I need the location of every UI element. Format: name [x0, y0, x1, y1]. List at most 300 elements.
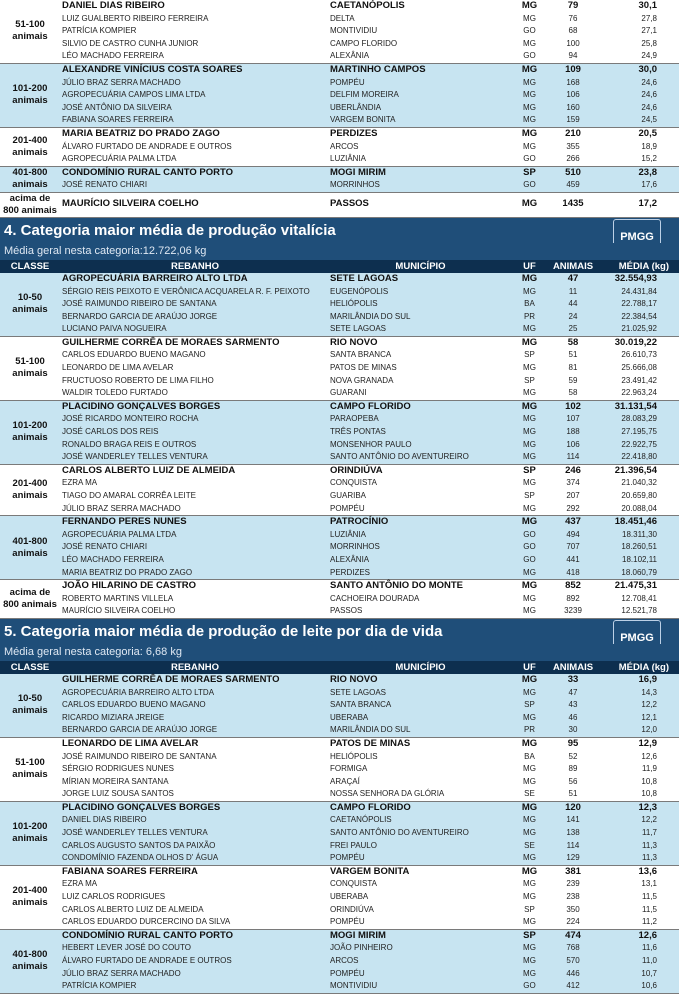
uf-cell: MG: [523, 943, 536, 953]
section-4-title: [0, 219, 679, 243]
media-cell: 30,1: [638, 0, 657, 11]
section-5-title: [0, 620, 679, 644]
media-cell: 30.019,22: [614, 336, 657, 348]
section-4-table: [0, 273, 679, 619]
municipio-cell: GUARANI: [330, 388, 367, 398]
animais-cell: 446: [566, 968, 580, 978]
uf-cell: SP: [523, 464, 536, 476]
class-label: 101-200 animais: [12, 821, 48, 845]
municipio-cell: VARGEM BONITA: [330, 865, 410, 877]
uf-cell: MG: [523, 324, 536, 334]
uf-cell: MG: [521, 63, 538, 75]
rebanho-cell: FRUCTUOSO ROBERTO DE LIMA FILHO: [62, 375, 214, 385]
municipio-cell: HELIÓPOLIS: [330, 299, 378, 309]
media-cell: 12,0: [641, 725, 657, 735]
media-cell: 18.060,79: [621, 567, 657, 577]
rebanho-cell: CONDOMÍNIO FAZENDA OLHOS D' ÁGUA: [62, 853, 219, 863]
animais-cell: 52: [568, 751, 578, 761]
uf-cell: SP: [524, 700, 535, 710]
table-row: [60, 567, 679, 580]
animais-cell: 437: [565, 516, 581, 528]
rebanho-cell: BERNARDO GARCIA DE ARAÚJO JORGE: [62, 725, 218, 735]
table-row: [60, 852, 679, 865]
rebanho-cell: AGROPECUÁRIA PALMA LTDA: [62, 154, 177, 164]
table-row: [60, 541, 679, 554]
table-row: [60, 0, 679, 13]
animais-cell: 68: [568, 26, 578, 36]
media-cell: 18.311,30: [622, 529, 657, 539]
uf-cell: SP: [524, 375, 535, 385]
animais-cell: 46: [568, 712, 578, 722]
municipio-cell: PATOS DE MINAS: [330, 363, 397, 373]
uf-cell: MG: [523, 687, 536, 697]
municipio-cell: CONQUISTA: [330, 478, 377, 488]
municipio-cell: GUARIBA: [330, 491, 367, 500]
section-4-header: [0, 260, 679, 273]
table-row: [60, 451, 679, 464]
uf-cell: MG: [523, 593, 536, 603]
uf-cell: MG: [521, 0, 538, 11]
media-cell: 12.521,78: [621, 606, 657, 616]
uf-cell: MG: [523, 388, 536, 398]
media-cell: 16,9: [638, 673, 657, 685]
media-cell: 11,3: [642, 840, 657, 850]
animais-cell: 58: [567, 336, 579, 348]
media-cell: 22.963,24: [621, 388, 657, 398]
uf-cell: MG: [523, 606, 536, 616]
table-row: [60, 866, 679, 879]
municipio-cell: ARCOS: [330, 141, 359, 151]
rebanho-cell: HEBERT LEVER JOSÉ DO COUTO: [62, 943, 191, 953]
class-label: 51-100 animais: [12, 19, 48, 43]
uf-cell: SE: [524, 789, 535, 799]
uf-cell: MG: [523, 38, 536, 48]
table-row: [60, 904, 679, 917]
animais-cell: 43: [568, 700, 578, 710]
animais-cell: 3239: [564, 606, 582, 616]
animais-cell: 120: [565, 801, 581, 813]
animais-cell: 210: [565, 127, 581, 139]
media-cell: 32.554,93: [614, 272, 657, 284]
municipio-cell: UBERABA: [330, 892, 369, 902]
table-row: [60, 298, 679, 311]
rebanho-cell: CARLOS AUGUSTO SANTOS DA PAIXÃO: [62, 840, 216, 850]
municipio-cell: POMPÉU: [330, 77, 365, 87]
rebanho-cell: JOSÉ RENATO CHIARI: [62, 542, 148, 552]
table-row: [60, 891, 679, 904]
class-rows: [60, 193, 679, 217]
table-row: [60, 955, 679, 968]
uf-cell: MG: [521, 580, 538, 592]
rebanho-cell: RICARDO MIZIARA JREIGE: [62, 712, 165, 722]
rebanho-cell: GUILHERME CORRÊA DE MORAES SARMENTO: [62, 673, 280, 685]
table-row: [60, 102, 679, 115]
municipio-cell: EUGENÓPOLIS: [330, 286, 389, 296]
table-row: [60, 25, 679, 38]
animais-cell: 106: [566, 90, 580, 100]
table-row: [60, 930, 679, 943]
class-rows: [60, 802, 679, 865]
animais-cell: 141: [566, 815, 580, 825]
media-cell: 26.610,73: [621, 350, 657, 360]
municipio-cell: PASSOS: [330, 197, 369, 209]
municipio-cell: POMPÉU: [330, 503, 365, 513]
media-cell: 25,8: [641, 38, 657, 48]
rebanho-cell: LÉO MACHADO FERREIRA: [62, 554, 164, 564]
table-row: [60, 968, 679, 981]
media-cell: 24,6: [641, 90, 657, 100]
media-cell: 18.102,11: [622, 554, 657, 564]
animais-cell: 33: [567, 673, 579, 685]
class-group: [0, 193, 679, 218]
class-group: [0, 128, 679, 167]
table-row: [60, 38, 679, 51]
animais-cell: 1435: [562, 197, 584, 209]
animais-cell: 24: [568, 311, 578, 321]
animais-cell: 570: [566, 956, 580, 965]
media-cell: 12,2: [641, 700, 657, 710]
animais-cell: 168: [566, 77, 580, 87]
uf-cell: SP: [524, 491, 535, 500]
uf-cell: MG: [521, 737, 538, 749]
uf-cell: MG: [521, 127, 538, 139]
animais-cell: 459: [566, 180, 580, 190]
animais-cell: 107: [566, 414, 580, 424]
animais-cell: 138: [566, 828, 580, 838]
animais-cell: 114: [566, 452, 580, 462]
animais-cell: 106: [566, 439, 580, 449]
class-label: 101-200 animais: [12, 83, 48, 107]
class-group: [0, 580, 679, 619]
class-group: [0, 738, 679, 802]
animais-cell: 11: [568, 286, 578, 296]
media-cell: 24,5: [641, 115, 657, 125]
animais-cell: 47: [567, 272, 579, 284]
uf-cell: MG: [523, 764, 536, 774]
municipio-cell: PARAOPEBA: [330, 414, 379, 424]
municipio-cell: ARCOS: [330, 956, 359, 965]
table-row: [60, 529, 679, 542]
uf-cell: MG: [523, 452, 536, 462]
rebanho-cell: DANIEL DIAS RIBEIRO: [62, 0, 165, 11]
rebanho-cell: JOSÉ WANDERLEY TELLES VENTURA: [62, 452, 208, 462]
table-row: [60, 802, 679, 815]
class-rows: [60, 128, 679, 166]
uf-cell: MG: [523, 815, 536, 825]
class-rows: [60, 64, 679, 127]
municipio-cell: CAETANÓPOLIS: [330, 815, 392, 825]
municipio-cell: CAMPO FLORIDO: [330, 801, 411, 813]
rebanho-cell: JOSÉ RENATO CHIARI: [62, 180, 148, 190]
table-row: [60, 763, 679, 776]
media-cell: 10,6: [641, 981, 657, 991]
rebanho-cell: JÚLIO BRAZ SERRA MACHADO: [62, 503, 181, 513]
animais-cell: 238: [566, 892, 580, 902]
table-row: [60, 286, 679, 299]
rebanho-cell: CARLOS EDUARDO BUENO MAGANO: [62, 700, 206, 710]
uf-cell: MG: [523, 77, 536, 87]
media-cell: 24.431,84: [621, 286, 657, 296]
municipio-cell: MONTIVIDIU: [330, 26, 378, 36]
animais-cell: 494: [566, 529, 580, 539]
municipio-cell: SETE LAGOAS: [330, 687, 387, 697]
municipio-cell: SANTO ANTÔNIO DO AVENTUREIRO: [330, 828, 469, 838]
municipio-cell: LUZIÂNIA: [330, 154, 367, 164]
header-media: MÉDIA (kg): [618, 661, 669, 673]
section-4: [0, 218, 679, 619]
table-row: [60, 503, 679, 516]
class-group: [0, 167, 679, 193]
uf-cell: MG: [523, 853, 536, 863]
class-label: 10-50 animais: [12, 693, 48, 717]
rebanho-cell: MAURÍCIO SILVEIRA COELHO: [62, 197, 199, 209]
table-row: [60, 64, 679, 77]
media-cell: 10,8: [641, 776, 657, 786]
municipio-cell: SETE LAGOAS: [330, 324, 387, 334]
rebanho-cell: CONDOMÍNIO RURAL CANTO PORTO: [62, 166, 234, 178]
class-label: 10-50 animais: [12, 292, 48, 316]
municipio-cell: MONTIVIDIU: [330, 981, 378, 991]
municipio-cell: UBERABA: [330, 712, 369, 722]
rebanho-cell: SILVIO DE CASTRO CUNHA JUNIOR: [62, 38, 199, 48]
uf-cell: MG: [521, 400, 538, 412]
uf-cell: SP: [524, 904, 535, 914]
class-rows: [60, 738, 679, 801]
class-rows: [60, 401, 679, 464]
table-row: [60, 311, 679, 324]
rebanho-cell: ROBERTO MARTINS VILLELA: [62, 593, 174, 603]
uf-cell: GO: [523, 154, 536, 164]
animais-cell: 292: [566, 503, 580, 513]
media-cell: 10,7: [641, 968, 657, 978]
municipio-cell: SANTA BRANCA: [330, 700, 392, 710]
media-cell: 27.195,75: [621, 427, 657, 437]
rebanho-cell: CARLOS EDUARDO BUENO MAGANO: [62, 350, 206, 360]
municipio-cell: POMPÉU: [330, 968, 365, 978]
uf-cell: SP: [524, 350, 535, 360]
rebanho-cell: FABIANA SOARES FERREIRA: [62, 115, 174, 125]
municipio-cell: ORINDIÚVA: [330, 464, 383, 476]
class-rows: [60, 0, 679, 63]
table-row: [60, 878, 679, 891]
table-row: [60, 401, 679, 414]
municipio-cell: CAMPO FLORIDO: [330, 400, 411, 412]
rebanho-cell: JÚLIO BRAZ SERRA MACHADO: [62, 77, 181, 87]
header-municipio: MUNICÍPIO: [395, 260, 446, 272]
rebanho-cell: CARLOS EDUARDO DURCERCINO DA SILVA: [62, 917, 231, 927]
municipio-cell: POMPÉU: [330, 853, 365, 863]
table-row: [60, 699, 679, 712]
media-cell: 22.788,17: [621, 299, 657, 309]
media-cell: 13,6: [638, 865, 657, 877]
table-row: [60, 674, 679, 687]
rebanho-cell: JOSÉ RAIMUNDO RIBEIRO DE SANTANA: [62, 299, 217, 309]
media-cell: 12,3: [638, 801, 657, 813]
uf-cell: GO: [523, 26, 536, 36]
municipio-cell: RIO NOVO: [330, 673, 378, 685]
section-4-subtitle: Média geral nesta categoria:12.722,06 kg: [0, 243, 679, 260]
table-row: [60, 426, 679, 439]
media-cell: 27,1: [641, 26, 657, 36]
uf-cell: MG: [523, 712, 536, 722]
table-row: [60, 167, 679, 180]
class-label: acima de 800 animais: [3, 587, 57, 611]
media-cell: 11,3: [642, 853, 657, 863]
table-row: [60, 141, 679, 154]
uf-cell: MG: [523, 956, 536, 965]
animais-cell: 76: [568, 13, 578, 23]
municipio-cell: MORRINHOS: [330, 180, 380, 190]
municipio-cell: CACHOEIRA DOURADA: [330, 593, 420, 603]
rebanho-cell: JOSÉ RAIMUNDO RIBEIRO DE SANTANA: [62, 751, 217, 761]
animais-cell: 47: [568, 687, 578, 697]
uf-cell: MG: [523, 414, 536, 424]
table-row: [60, 980, 679, 993]
media-cell: 22.922,75: [621, 439, 657, 449]
animais-cell: 56: [568, 776, 578, 786]
media-cell: 11,5: [642, 892, 657, 902]
media-cell: 18.451,46: [614, 516, 657, 528]
municipio-cell: DELTA: [330, 13, 355, 23]
class-rows: [60, 580, 679, 618]
class-group: [0, 465, 679, 516]
media-cell: 17,2: [638, 197, 657, 209]
animais-cell: 852: [565, 580, 581, 592]
animais-cell: 374: [566, 478, 580, 488]
animais-cell: 207: [566, 491, 580, 500]
rebanho-cell: ÁLVARO FURTADO DE ANDRADE E OUTROS: [62, 141, 232, 151]
rebanho-cell: PATRÍCIA KOMPIER: [62, 981, 137, 991]
table-row: [60, 788, 679, 801]
media-cell: 22.418,80: [621, 452, 657, 462]
animais-cell: 510: [565, 166, 581, 178]
uf-cell: MG: [521, 673, 538, 685]
animais-cell: 58: [568, 388, 578, 398]
media-cell: 28.083,29: [621, 414, 657, 424]
animais-cell: 441: [566, 554, 580, 564]
municipio-cell: TRÊS PONTAS: [330, 427, 386, 437]
uf-cell: BA: [524, 299, 535, 309]
media-cell: 21.396,54: [614, 464, 657, 476]
class-group: [0, 516, 679, 580]
class-rows: [60, 674, 679, 737]
rebanho-cell: SÉRGIO RODRIGUES NUNES: [62, 764, 175, 774]
table-row: [60, 362, 679, 375]
table-row: [60, 387, 679, 400]
uf-cell: SP: [523, 166, 536, 178]
rebanho-cell: PLACIDINO GONÇALVES BORGES: [62, 801, 221, 813]
municipio-cell: MOGI MIRIM: [330, 166, 386, 178]
media-cell: 24,6: [641, 102, 657, 112]
rebanho-cell: AGROPECUÁRIA PALMA LTDA: [62, 529, 177, 539]
animais-cell: 188: [566, 427, 580, 437]
table-row: [60, 605, 679, 618]
municipio-cell: PERDIZES: [330, 127, 378, 139]
table-row: [60, 724, 679, 737]
municipio-cell: LUZIÂNIA: [330, 529, 367, 539]
class-rows: [60, 930, 679, 993]
uf-cell: PR: [523, 311, 536, 321]
section-5-subtitle: Média geral nesta categoria: 6,68 kg: [0, 644, 679, 661]
municipio-cell: FORMIGA: [330, 764, 368, 774]
municipio-cell: ALEXÂNIA: [330, 51, 370, 61]
table-row: [60, 439, 679, 452]
media-cell: 23,8: [638, 166, 657, 178]
rebanho-cell: MARIA BEATRIZ DO PRADO ZAGO: [62, 567, 193, 577]
table-row: [60, 465, 679, 478]
animais-cell: 892: [566, 593, 580, 603]
animais-cell: 44: [568, 299, 578, 309]
table-row: [60, 128, 679, 141]
media-cell: 21.475,31: [614, 580, 657, 592]
class-group: [0, 273, 679, 337]
media-cell: 22.384,54: [621, 311, 657, 321]
animais-cell: 355: [566, 141, 580, 151]
class-label: 51-100 animais: [12, 356, 48, 380]
rebanho-cell: JOSÉ CARLOS DOS REIS: [62, 427, 159, 437]
animais-cell: 30: [568, 725, 578, 735]
media-cell: 11,2: [642, 917, 657, 927]
header-uf: UF: [523, 661, 536, 673]
rebanho-cell: EZRA MA: [62, 478, 98, 488]
table-row: [60, 554, 679, 567]
uf-cell: MG: [523, 439, 536, 449]
table-row: [60, 477, 679, 490]
header-rebanho: REBANHO: [170, 260, 220, 272]
uf-cell: MG: [521, 801, 538, 813]
animais-cell: 159: [566, 115, 580, 125]
uf-cell: MG: [523, 90, 536, 100]
animais-cell: 768: [566, 943, 580, 953]
animais-cell: 95: [567, 737, 579, 749]
section-5: [0, 619, 679, 994]
uf-cell: GO: [523, 542, 536, 552]
animais-cell: 381: [565, 865, 581, 877]
municipio-cell: DELFIM MOREIRA: [330, 90, 399, 100]
municipio-cell: MORRINHOS: [330, 542, 380, 552]
rebanho-cell: EZRA MA: [62, 879, 98, 889]
municipio-cell: ARAÇAÍ: [330, 776, 360, 786]
animais-cell: 109: [565, 63, 581, 75]
rebanho-cell: CARLOS ALBERTO LUIZ DE ALMEIDA: [62, 904, 204, 914]
rebanho-cell: MARIA BEATRIZ DO PRADO ZAGO: [62, 127, 220, 139]
uf-cell: MG: [523, 776, 536, 786]
class-rows: [60, 866, 679, 929]
header-uf: UF: [523, 260, 536, 272]
rebanho-cell: PATRÍCIA KOMPIER: [62, 26, 137, 36]
media-cell: 12,6: [638, 929, 657, 941]
table-row: [60, 687, 679, 700]
table-row: [60, 916, 679, 929]
municipio-cell: SANTA BRANCA: [330, 350, 392, 360]
animais-cell: 266: [566, 154, 580, 164]
media-cell: 18,9: [641, 141, 657, 151]
uf-cell: MG: [523, 503, 536, 513]
header-animais: ANIMAIS: [552, 661, 594, 673]
municipio-cell: MONSENHOR PAULO: [330, 439, 412, 449]
table-row: [60, 814, 679, 827]
class-group: [0, 401, 679, 465]
municipio-cell: PATROCÍNIO: [330, 516, 389, 528]
table-row: [60, 738, 679, 751]
table-row: [60, 490, 679, 503]
uf-cell: MG: [523, 917, 536, 927]
media-cell: 30,0: [638, 63, 657, 75]
rebanho-cell: JORGE LUIZ SOUSA SANTOS: [62, 789, 174, 799]
table-row: [60, 375, 679, 388]
class-group: [0, 337, 679, 401]
uf-cell: MG: [521, 865, 538, 877]
